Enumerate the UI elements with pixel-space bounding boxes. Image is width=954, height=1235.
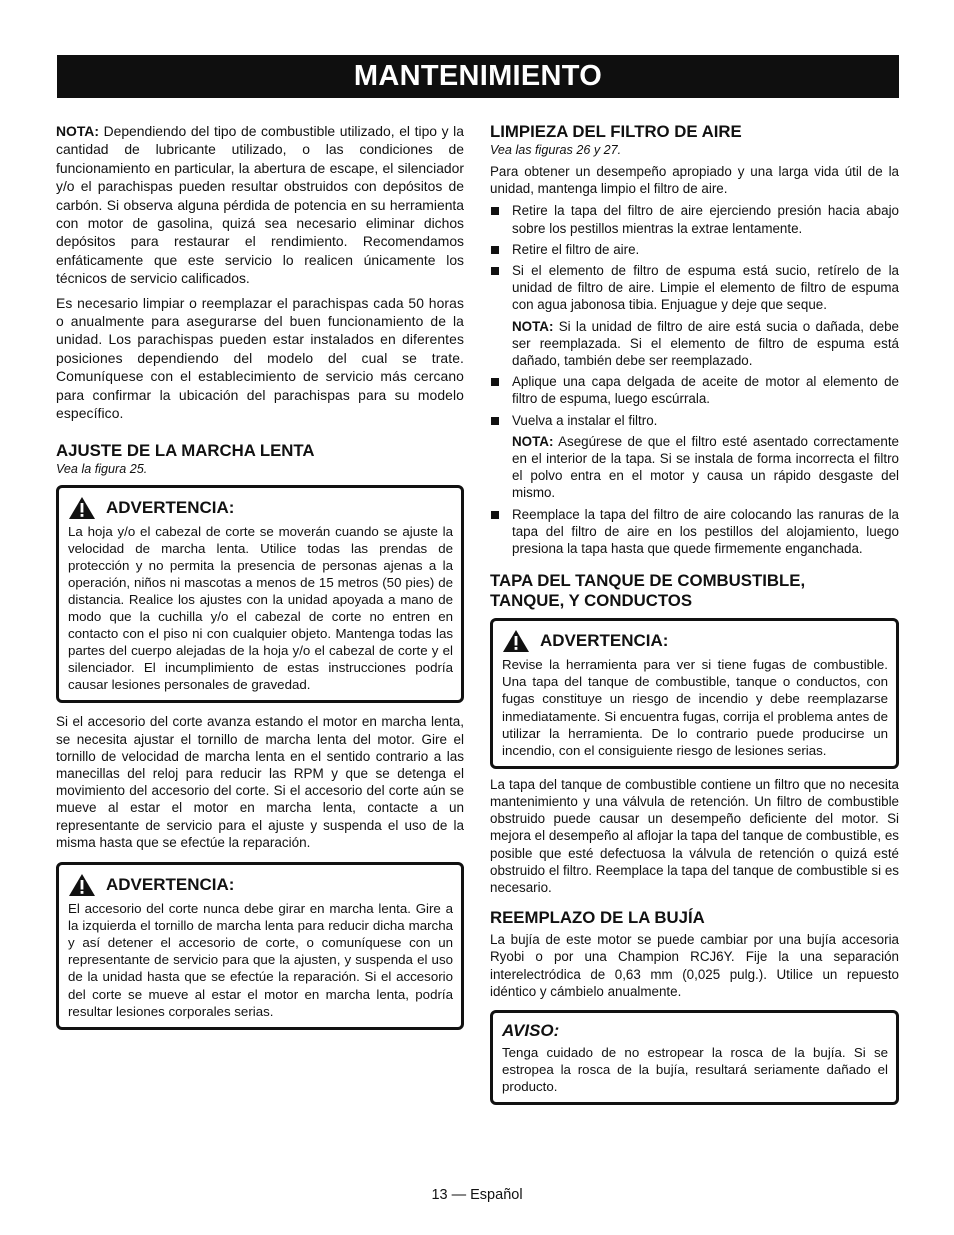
note-label: NOTA: <box>56 123 99 139</box>
warning-text: La hoja y/o el cabezal de corte se moverán cuando se ajuste la velocidad de marcha lenta. Utilice todas las prendas de protección y no permita la presencia de personas ajenas a la operación, niños ni mascotas a menos de 15 metros (50 pies) de distancia. Realice los ajustes con la unidad apoyada a mano de modo que la cuchilla y/o el cabezal de corte no entren en contacto con el piso ni con cualquier objeto. Mantenga todas las partes del cuerpo alejadas de la hoja y/o el cabezal de corte y el silenciador. El incumplimiento de estas instrucciones podría causar lesiones personales de gravedad. <box>68 523 453 693</box>
list-item: Retire el filtro de aire. <box>490 241 899 258</box>
warning-triangle-icon <box>502 629 530 653</box>
list-item: Reemplace la tapa del filtro de aire colocando las ranuras de la tapa del filtro de aire en los pestillos del alojamiento, luego presiona la tapa hasta que quede firmemente enganchada. <box>490 506 899 558</box>
notice-box <box>490 1010 899 1105</box>
square-bullet-icon <box>491 378 499 386</box>
warning-box-idle-rotation <box>56 862 464 1030</box>
list-item: Aplique una capa delgada de aceite de motor al elemento de filtro de espuma, luego escúrrala. <box>490 373 899 407</box>
square-bullet-icon <box>491 417 499 425</box>
warning-text: El accesorio del corte nunca debe girar en marcha lenta. Gire a la izquierda el tornillo de marcha lenta para reducir dicha marcha y así detener el accesorio de corte, o comuníquese con un representante de servicio para que la ajusten, y suspenda el uso de la unidad hasta que se efectúe la reparación. Si el accesorio del corte se mueve al estar el motor en marcha lenta, podría resultar lesiones corporales serias. <box>68 901 453 1019</box>
section-air-filter-figure-ref: Vea las figuras 26 y 27. <box>490 143 622 157</box>
right-column <box>490 122 899 1105</box>
warning-box-idle <box>56 485 464 704</box>
section-air-filter-title: LIMPIEZA DEL FILTRO DE AIRE <box>490 122 742 141</box>
warning-box-fuel <box>490 618 899 769</box>
note-paragraph <box>56 122 464 288</box>
warning-text: Revise la herramienta para ver si tiene fugas de combustible. Una tapa del tanque de combustible, tanque o conductos, con fugas constituye un riesgo de incendio y debe reemplazarse inmediatamente. Si encuentra fugas, corrija el problema antes de utilizar la herramienta. De lo contrario puede producirse un incendio, con el consiguiente riesgo de lesiones serias. <box>502 657 888 758</box>
left-column <box>56 122 464 1030</box>
list-item: Retire la tapa del filtro de aire ejerciendo presión hacia abajo sobre los pestillos mientras la extrae lentamente. <box>490 202 899 236</box>
warning-triangle-icon <box>68 496 96 520</box>
air-filter-steps <box>490 202 899 313</box>
page-title: MANTENIMIENTO <box>57 55 899 98</box>
fuel-cap-paragraph: La tapa del tanque de combustible contiene un filtro que no necesita mantenimiento y una válvula de retención. Un filtro de combustible obstruido puede causar un desempeño deficiente del motor. Si mejora el desempeño al aflojar la tapa del tanque de combustible, es posible que esté defectuosa la válvula de retención o quizá esté obstruido el filtro. Reemplace la tapa del tanque de combustible si es necesario. <box>490 776 899 896</box>
spark-arrester-paragraph: Es necesario limpiar o reemplazar el parachispas cada 50 horas o anualmente para asegurarse del buen funcionamiento de la unidad. Los parachispas pueden estar instalados en diferentes posiciones dependiendo del modelo del cual se trate. Comuníquese con el establecimiento de servicio más cercano para confirmar la ubicación del parachispas para su modelo específico. <box>56 294 464 422</box>
air-filter-steps-cont <box>490 373 899 429</box>
warning-title: ADVERTENCIA: <box>106 497 235 517</box>
section-idle-figure-ref: Vea la figura 25. <box>56 461 148 476</box>
air-filter-intro: Para obtener un desempeño apropiado y una larga vida útil de la unidad, mantenga limpio el filtro de aire. <box>490 164 899 197</box>
square-bullet-icon <box>491 207 499 215</box>
note-paragraph: NOTA: Asegúrese de que el filtro esté asentado correctamente en el interior de la tapa. Si se instala de forma incorrecta el filtro el polvo entra en el motor y causa un rápido desgaste del mismo. <box>512 433 899 501</box>
section-fuel-title: TAPA DEL TANQUE DE COMBUSTIBLE, TANQUE, Y CONDUCTOS <box>490 571 806 611</box>
square-bullet-icon <box>491 246 499 254</box>
list-item: Vuelva a instalar el filtro. <box>490 412 899 429</box>
warning-header <box>502 629 888 653</box>
warning-triangle-icon <box>68 873 96 897</box>
warning-header <box>68 873 453 897</box>
note-paragraph: NOTA: Si la unidad de filtro de aire está sucia o dañada, debe ser reemplazada. Si el elemento de filtro de espuma está dañado, también debe ser reemplazado. <box>512 318 899 369</box>
notice-text: Tenga cuidado de no estropear la rosca de la bujía. Si se estropea la rosca de la bujía, resultará seriamente dañado el producto. <box>502 1045 888 1095</box>
notice-title: AVISO: <box>502 1021 560 1041</box>
warning-title: ADVERTENCIA: <box>106 875 235 895</box>
air-filter-steps-end <box>490 506 899 558</box>
note-text: Dependiendo del tipo de combustible utilizado, el tipo y la cantidad de lubricante utilizado, o las condiciones de funcionamiento en particular, la abertura de escape, el silenciador y/o el parachispas pueden resultar obstruidos con depósitos de carbón. Si observa alguna pérdida de potencia en su herramienta con motor de gasolina, quizá sea necesario eliminar dichos depósitos para restaurar el rendimiento. Recomendamos enfáticamente que este servicio lo realicen únicamente los técnicos de servicio calificados. <box>56 123 464 287</box>
warning-title: ADVERTENCIA: <box>540 631 669 651</box>
section-idle-title: AJUSTE DE LA MARCHA LENTA <box>56 440 315 460</box>
list-item: Si el elemento de filtro de espuma está sucio, retírelo de la unidad de filtro de aire. Limpie el elemento de filtro de espuma con agua jabonosa tibia. Enjuague y deje que seque. <box>490 262 899 314</box>
section-spark-plug-title: REEMPLAZO DE LA BUJÍA <box>490 908 705 928</box>
square-bullet-icon <box>491 511 499 519</box>
spark-plug-paragraph: La bujía de este motor se puede cambiar por una bujía accesoria Ryobi o por una Champion RCJ6Y. Fije la una separación interelectródica de 0,63 mm (0,025 pulg.). Utilice un repuesto idéntico y cámbielo anualmente. <box>490 932 899 999</box>
idle-adjust-paragraph: Si el accesorio del corte avanza estando el motor en marcha lenta, se necesita ajustar el tornillo de marcha lenta del motor. Gire el tornillo de velocidad de marcha lenta en el sentido contrario a las manecillas del reloj para reducir las RPM y que se detenga el movimiento del accesorio del corte. Si el accesorio del corte aún se mueve al estar el motor en marcha lenta, contacte a un representante de servicio para el ajuste y suspenda el uso de la misma hasta que se efectúe la reparación. <box>56 714 464 850</box>
page-number: 13 — Español <box>431 1187 523 1203</box>
warning-header <box>68 496 453 520</box>
square-bullet-icon <box>491 267 499 275</box>
